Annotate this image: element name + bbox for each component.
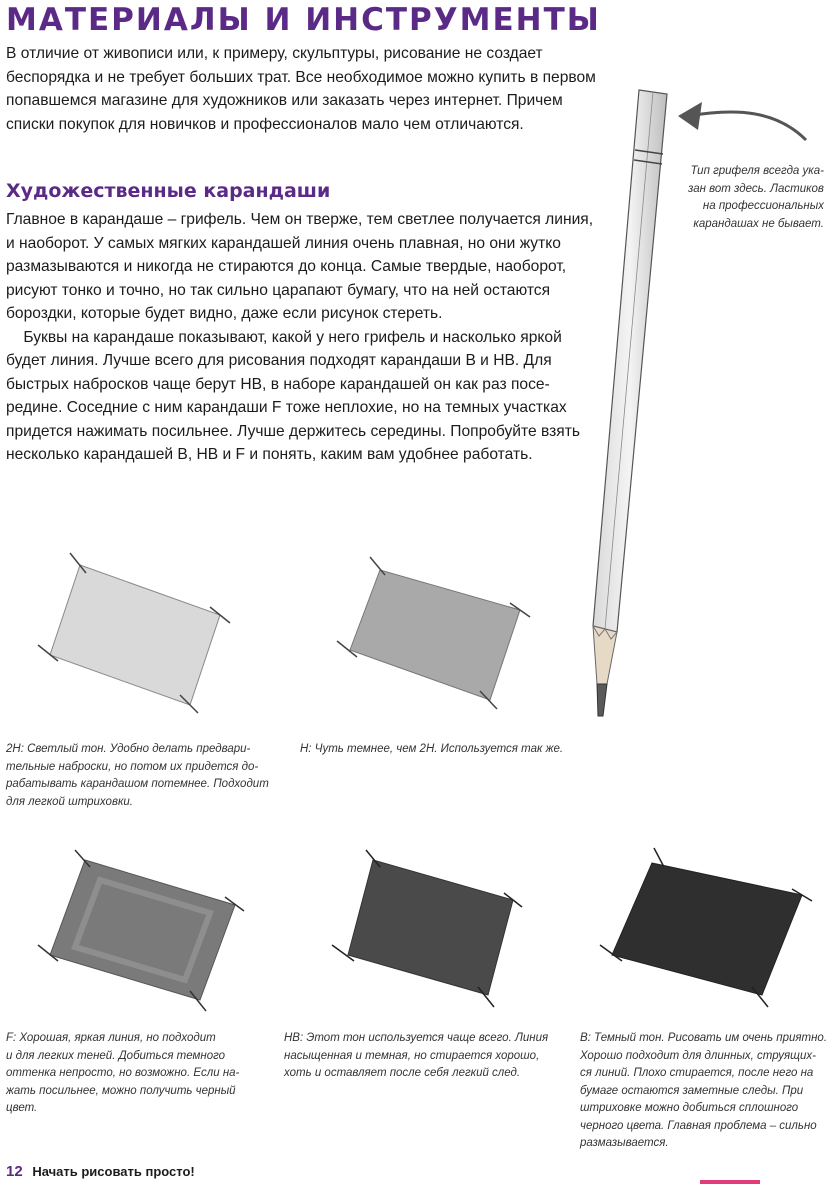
pencil-caption	[688, 163, 824, 233]
arrow-pointer-icon	[676, 96, 810, 146]
section-heading: Художественные карандаши	[6, 180, 331, 202]
body-line: Буквы на карандаше показывают, какой у него грифель и насколько яркой	[6, 328, 562, 346]
body-line: редине. Соседние с ним карандаши F тоже неплохие, но на темных участках	[6, 399, 567, 416]
caption-line: на профессиональных	[702, 200, 824, 212]
caption-line: 2H: Светлый тон. Удобно делать предвари-	[6, 743, 251, 755]
caption-line: жать посильнее, можно получить черный	[6, 1084, 236, 1097]
caption-line: цвет.	[6, 1102, 38, 1114]
page-number: 12	[6, 1163, 23, 1180]
body-line: Главное в карандаше – грифель. Чем он тверже, тем светлее получается линия,	[6, 211, 594, 228]
swatch-hb	[318, 845, 528, 1020]
body-line: размазываются и никогда не стираются до конца. Самые твердые, наоборот,	[6, 258, 567, 275]
swatch-caption-hb	[284, 1030, 548, 1083]
body-line: несколько карандашей B, HB и F и понять, каким вам удобнее работать.	[6, 446, 533, 463]
caption-line: насыщенная и темная, но стирается хорошо,	[284, 1049, 540, 1062]
swatch-b	[592, 845, 817, 1020]
body-line: бороздки, которые будет видно, даже если рисунок стереть.	[6, 305, 443, 322]
caption-line: хоть и оставляет после себя легкий след.	[284, 1067, 521, 1079]
caption-line: F: Хорошая, яркая линия, но подходит	[6, 1032, 216, 1044]
caption-line: штриховке можно добиться сплошного	[580, 1102, 799, 1114]
caption-line: ся линий. Плохо стирается, после него на	[580, 1067, 814, 1079]
body-line: быстрых набросков чаще берут HB, в наборе карандашей он как раз посе-	[6, 375, 550, 393]
caption-line: рабатывать карандашом потемнее. Подходит	[6, 778, 269, 790]
swatch-f	[30, 845, 250, 1020]
caption-line: Тип грифеля всегда ука-	[690, 165, 824, 177]
intro-line: списки покупок для новичков и профессионалов мало чем отличаются.	[6, 115, 524, 133]
caption-line: HB: Этот тон используется чаще всего. Линия	[284, 1032, 549, 1044]
caption-line: тельные наброски, но потом их придется до-	[6, 760, 259, 773]
book-title: Начать рисовать просто!	[32, 1164, 195, 1179]
page-title: МАТЕРИАЛЫ И ИНСТРУМЕНТЫ	[6, 2, 601, 38]
caption-line: черного цвета. Главная проблема – сильно	[580, 1119, 817, 1132]
body-line: придется нажимать посильнее. Лучше держитесь середины. Попробуйте взять	[6, 422, 580, 440]
page-footer	[6, 1163, 195, 1180]
body-line: будет линия. Лучше всего для рисования подходят карандаши B и HB. Для	[6, 352, 552, 369]
swatch-caption-f	[6, 1030, 239, 1118]
swatch-2h	[30, 545, 240, 725]
swatch-caption-h	[300, 741, 563, 759]
intro-line: В отличие от живописи или, к примеру, скульптуры, рисование не создает	[6, 45, 543, 62]
caption-line: зан вот здесь. Ластиков	[688, 182, 824, 195]
body-line: рисуют тонко и точно, но так сильно царапают бумагу, что на ней остаются	[6, 281, 551, 299]
swatch-h	[325, 545, 535, 725]
caption-line: H: Чуть темнее, чем 2H. Используется так же.	[300, 743, 564, 755]
intro-line: беспорядка и не требует больших трат. Все необходимое можно купить в первом	[6, 68, 596, 86]
caption-line: Хорошо подходит для длинных, струящих-	[580, 1049, 816, 1062]
caption-line: бумаге остаются заметные следы. При	[580, 1084, 804, 1097]
caption-line: карандашах не бывает.	[693, 217, 824, 230]
body-line: и наоборот. У самых мягких карандашей линия очень плавная, но они жутко	[6, 234, 561, 252]
intro-paragraph	[6, 42, 626, 136]
caption-line: размазывается.	[580, 1137, 669, 1149]
caption-line: и для легких теней. Добиться темного	[6, 1049, 226, 1062]
caption-line: B: Темный тон. Рисовать им очень приятно.	[580, 1032, 828, 1044]
swatch-caption-b	[580, 1030, 827, 1153]
swatch-caption-2h	[6, 741, 269, 811]
footer-accent-bar	[700, 1180, 760, 1184]
caption-line: оттенка непросто, но возможно. Если на-	[6, 1067, 240, 1079]
caption-line: для легкой штриховки.	[6, 795, 133, 808]
pencil-illustration	[575, 84, 685, 729]
body-paragraphs	[6, 208, 606, 467]
intro-line: попавшемся магазине для художников или заказать через интернет. Причем	[6, 92, 563, 109]
